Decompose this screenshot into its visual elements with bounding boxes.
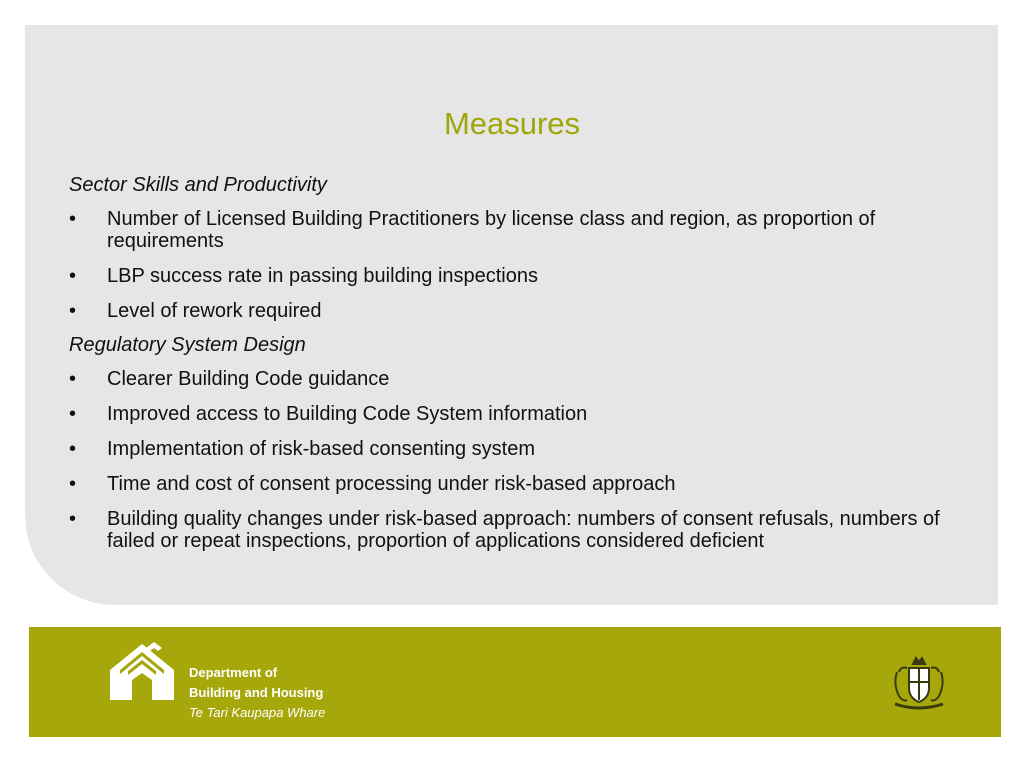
org-name	[189, 663, 325, 723]
org-name-line: Building and Housing	[189, 685, 324, 700]
bullet-text: Time and cost of consent processing under risk-based approach	[107, 473, 676, 495]
bullet-item	[69, 438, 949, 460]
slide-title: Measures	[443, 106, 581, 141]
bullet-item	[69, 208, 949, 252]
house-roof-logo-icon	[102, 640, 182, 702]
slide-content	[69, 174, 949, 565]
bullet-text: Number of Licensed Building Practitioners by license class and region, as proportion of requirements	[107, 208, 876, 252]
bullet-mark: •	[69, 265, 77, 287]
bullet-text: Improved access to Building Code System information	[107, 403, 588, 425]
nz-coat-of-arms-icon	[887, 652, 951, 712]
bullet-item	[69, 368, 949, 390]
bullet-item	[69, 265, 949, 287]
bullet-text: Level of rework required	[107, 300, 322, 322]
bullet-item	[69, 403, 949, 425]
bullet-list	[69, 208, 949, 322]
org-name-maori: Te Tari Kaupapa Whare	[189, 705, 326, 720]
bullet-text: Clearer Building Code guidance	[107, 368, 390, 390]
bullet-list	[69, 368, 949, 552]
bullet-mark: •	[69, 473, 77, 495]
org-name-line: Department of	[189, 665, 278, 680]
bullet-mark: •	[69, 438, 77, 460]
bullet-mark: •	[69, 403, 77, 425]
bullet-mark: •	[69, 300, 77, 322]
bullet-item	[69, 300, 949, 322]
bullet-item	[69, 473, 949, 495]
bullet-mark: •	[69, 368, 77, 390]
bullet-item	[69, 508, 949, 552]
bullet-mark: •	[69, 508, 77, 530]
bullet-mark: •	[69, 208, 77, 230]
bullet-text: LBP success rate in passing building inspections	[107, 265, 538, 287]
bullet-text: Building quality changes under risk-based approach: numbers of consent refusals, numbers of failed or repeat inspections, proportion of applications considered deficient	[107, 508, 940, 552]
footer-bar	[29, 627, 1001, 737]
bullet-text: Implementation of risk-based consenting system	[107, 438, 535, 460]
section-heading: Regulatory System Design	[69, 334, 306, 356]
section-heading: Sector Skills and Productivity	[69, 174, 327, 196]
